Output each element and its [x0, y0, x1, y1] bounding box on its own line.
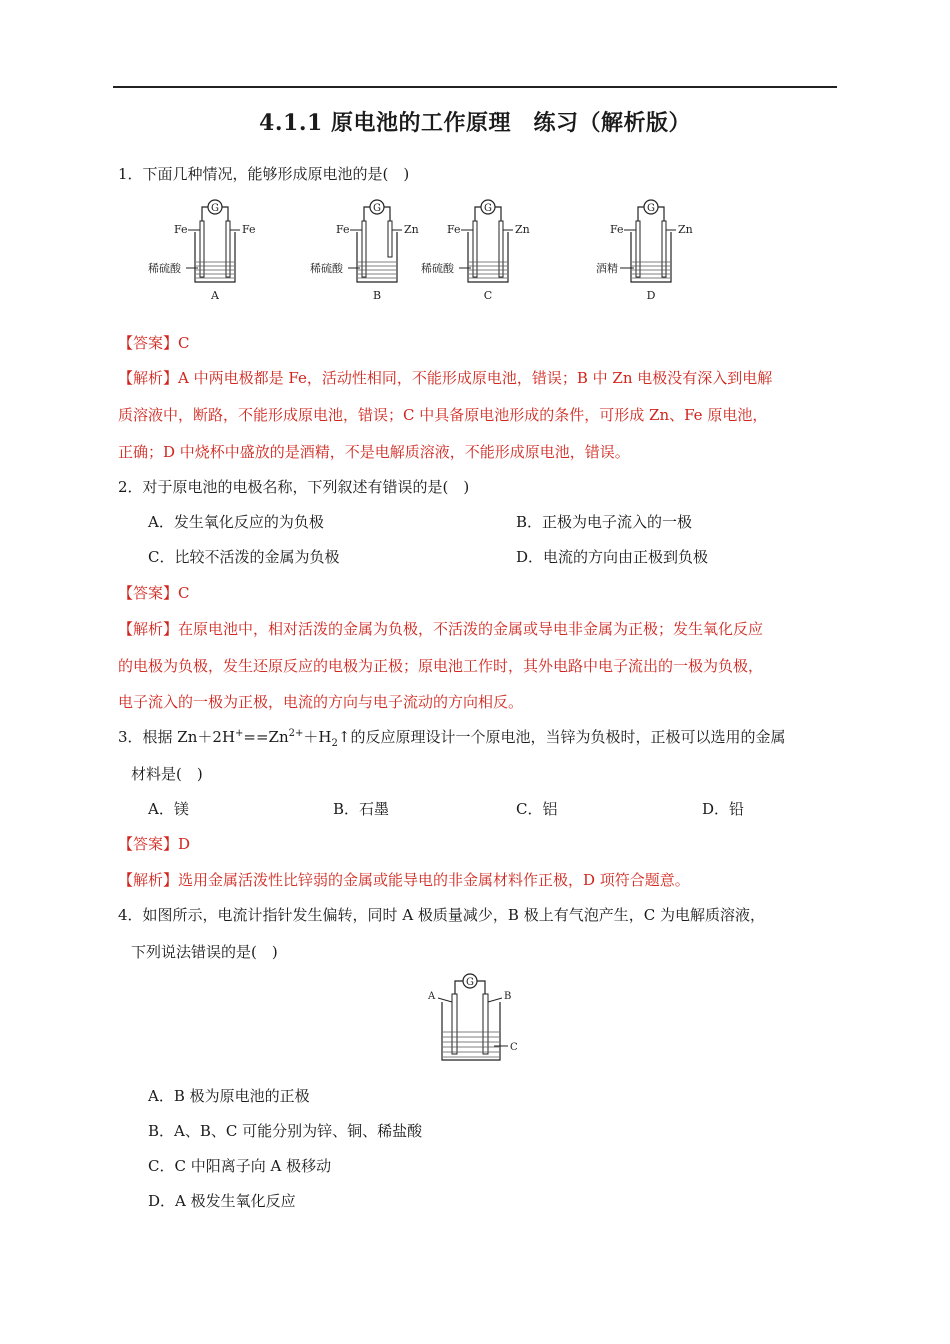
cell-a-left-label: Fe [174, 223, 188, 236]
q3-stem-part-d: ↑的反应原理设计一个原电池，当锌为负极时，正极可以选用的金属 [337, 728, 786, 746]
q4-option-b: B．A、B、C 可能分别为锌、铜、稀盐酸 [148, 1122, 423, 1140]
q4-electrode-a-label: A [428, 991, 436, 1002]
cell-a [148, 200, 256, 302]
galvanometer-d-label: G [647, 203, 655, 214]
q4-option-c: C．C 中阳离子向 A 极移动 [148, 1157, 332, 1175]
q1-analysis-line-2: 质溶液中，断路，不能形成原电池，错误；C 中具备原电池形成的条件，可形成 Zn、Fe 原电池， [118, 406, 768, 424]
q3-analysis-line-1: 【解析】选用金属活泼性比锌弱的金属或能导电的非金属材料作正极，D 项符合题意。 [118, 871, 690, 889]
page-title: 4.1.1 原电池的工作原理 练习（解析版） [259, 110, 691, 136]
q4-solution-c-label: C [510, 1042, 518, 1053]
q2-stem: 2．对于原电池的电极名称，下列叙述有错误的是( ) [118, 478, 470, 496]
cell-c-left-label: Fe [447, 223, 461, 236]
q3-stem-line-1 [118, 727, 785, 747]
q3-option-c: C．铝 [516, 800, 558, 818]
cell-c-caption: C [483, 289, 493, 302]
q1-analysis-line-1: 【解析】A 中两电极都是 Fe，活动性相同，不能形成原电池，错误；B 中 Zn 电极没有深入到电解 [118, 369, 773, 387]
cell-d-left-label: Fe [610, 223, 624, 236]
q4-electrode-b-label: B [504, 991, 512, 1002]
q1-analysis-line-3: 正确；D 中烧杯中盛放的是酒精，不是电解质溶液，不能形成原电池，错误。 [118, 443, 630, 461]
q3-stem-part-c: ＋H [303, 728, 332, 746]
cell-b-left-label: Fe [336, 223, 350, 236]
q4-option-a: A．B 极为原电池的正极 [148, 1087, 310, 1105]
q2-answer: 【答案】C [118, 584, 190, 602]
q3-stem-line-2: 材料是( ) [131, 765, 203, 783]
cell-d-right-label: Zn [678, 223, 693, 236]
q2-option-c: C．比较不活泼的金属为负极 [148, 548, 340, 566]
q4-galvanometer-label: G [466, 977, 474, 988]
cell-a-solution-label: 稀硫酸 [148, 262, 181, 275]
q2-option-b: B．正极为电子流入的一极 [516, 513, 693, 531]
q3-stem-sup-2: 2+ [288, 728, 304, 739]
q3-option-a: A．镁 [148, 800, 189, 818]
q4-figure [420, 972, 530, 1067]
cell-a-right-label: Fe [242, 223, 256, 236]
q3-stem-sup-1: + [235, 728, 244, 739]
cell-d [596, 200, 693, 302]
cell-a-caption: A [211, 289, 219, 302]
galvanometer-c-label: G [484, 203, 492, 214]
q3-stem-sub: 2 [331, 738, 338, 749]
q2-option-d: D．电流的方向由正极到负极 [516, 548, 709, 566]
cell-d-caption: D [646, 289, 656, 302]
q3-option-b: B．石墨 [333, 800, 390, 818]
q2-analysis-line-3: 电子流入的一极为正极，电流的方向与电子流动的方向相反。 [118, 693, 524, 711]
cell-b [310, 200, 419, 302]
q4-option-d: D．A 极发生氧化反应 [148, 1192, 296, 1210]
cell-d-solution-label: 酒精 [596, 262, 618, 275]
q3-option-d: D．铅 [702, 800, 745, 818]
galvanometer-b-label: G [373, 203, 381, 214]
q3-answer: 【答案】D [118, 835, 191, 853]
cell-c-solution-label: 稀硫酸 [421, 262, 454, 275]
cell-b-right-label: Zn [404, 223, 419, 236]
q1-figure [140, 196, 693, 306]
galvanometer-a-label: G [211, 203, 219, 214]
top-rule [113, 86, 837, 88]
q2-analysis-line-1: 【解析】在原电池中，相对活泼的金属为负极，不活泼的金属或导电非金属为正极；发生氧化反应 [118, 620, 764, 638]
q3-stem-part-b: ==Zn [243, 728, 289, 746]
q1-stem: 1．下面几种情况，能够形成原电池的是( ) [118, 165, 410, 183]
cell-c [421, 200, 530, 302]
q2-analysis-line-2: 的电极为负极，发生还原反应的电极为正极；原电池工作时，其外电路中电子流出的一极为负极， [118, 657, 764, 675]
q1-answer: 【答案】C [118, 334, 190, 352]
q4-stem-line-1: 4．如图所示，电流计指针发生偏转，同时 A 极质量减少，B 极上有气泡产生，C 为电解质溶液， [118, 906, 765, 924]
q4-stem-line-2: 下列说法错误的是( ) [131, 943, 278, 961]
cell-b-caption: B [372, 289, 382, 302]
cell-c-right-label: Zn [515, 223, 530, 236]
q3-stem-part-a: 3．根据 Zn＋2H [118, 728, 236, 746]
cell-b-solution-label: 稀硫酸 [310, 262, 343, 275]
q2-option-a: A．发生氧化反应的为负极 [148, 513, 324, 531]
